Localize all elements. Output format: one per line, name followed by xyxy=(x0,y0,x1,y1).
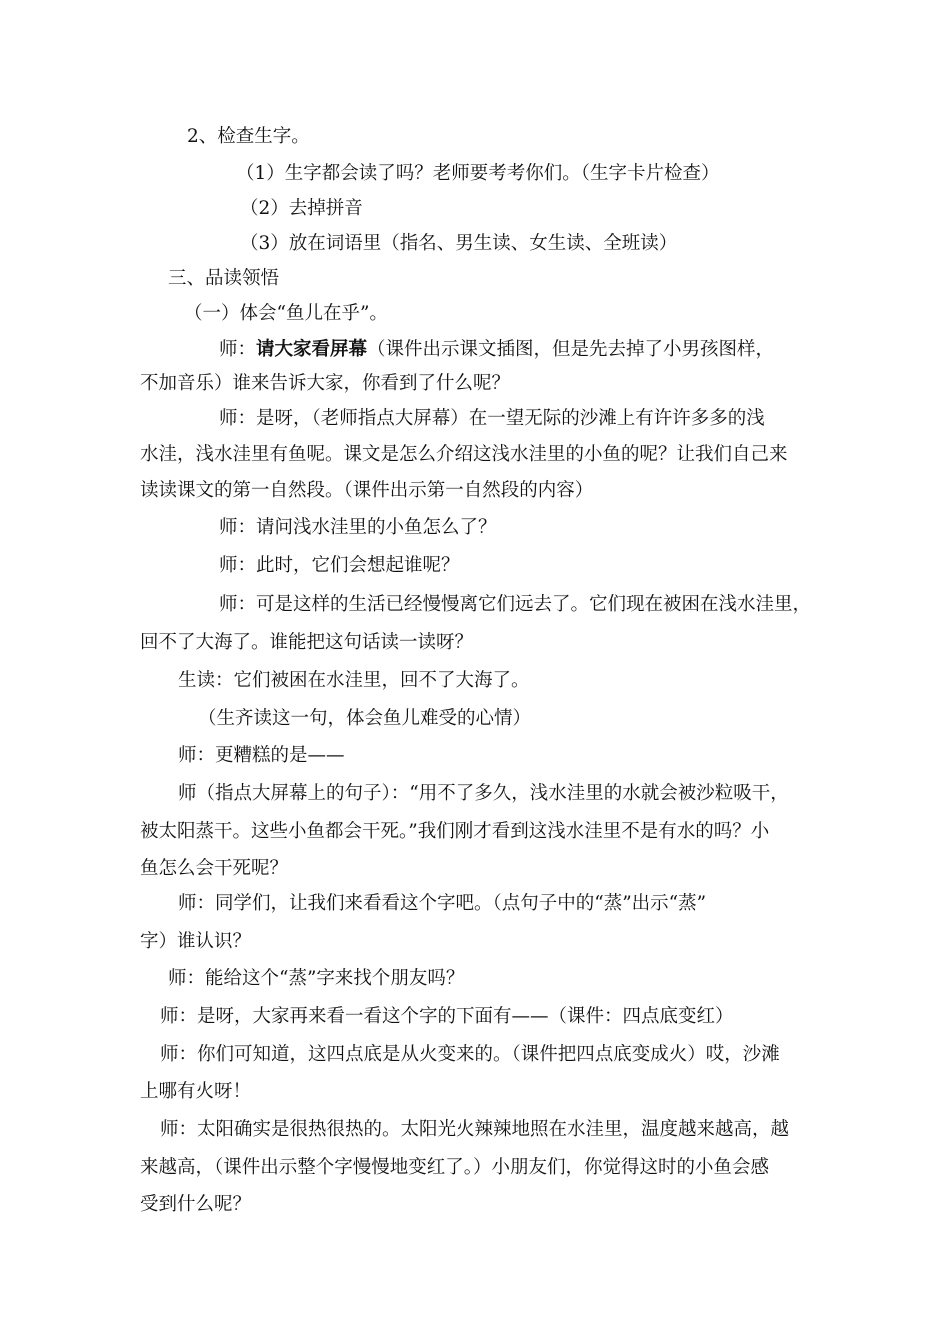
paragraph-line: 师：可是这样的生活已经慢慢离它们远去了。它们现在被困在浅水洼里， xyxy=(219,594,812,615)
paragraph-line: 师：太阳确实是很热很热的。太阳光火辣辣地照在水洼里，温度越来越高，越 xyxy=(160,1119,790,1140)
paragraph-line: 师：你们可知道，这四点底是从火变来的。（课件把四点底变成火）哎，沙滩 xyxy=(160,1044,780,1065)
paragraph-line: 师：是呀，（老师指点大屏幕）在一望无际的沙滩上有许许多多的浅 xyxy=(219,408,765,429)
paragraph-line: 读读课文的第一自然段。（课件出示第一自然段的内容） xyxy=(140,480,594,501)
heading-check-characters: 2、检查生字。 xyxy=(187,126,310,147)
paragraph-line: 师（指点大屏幕上的句子）：“用不了多久，浅水洼里的水就会被沙粒吸干， xyxy=(178,783,789,804)
bold-phrase: 请大家看屏幕 xyxy=(256,339,368,360)
paragraph-line: 师：同学们，让我们来看看这个字吧。（点句子中的“蒸”出示“蒸” xyxy=(178,893,707,914)
step-1: （1）生字都会读了吗？老师要考考你们。（生字卡片检查） xyxy=(236,163,720,184)
paragraph-line: 师：是呀，大家再来看一看这个字的下面有——（课件：四点底变红） xyxy=(160,1006,734,1027)
speaker-label: 师： xyxy=(219,339,257,360)
paragraph-line: （生齐读这一句，体会鱼儿难受的心情） xyxy=(198,708,532,729)
paragraph-line: 不加音乐）谁来告诉大家，你看到了什么呢？ xyxy=(140,373,511,394)
step-2: （2）去掉拼音 xyxy=(240,198,363,219)
paragraph-line xyxy=(219,337,774,363)
paragraph-line: 师：更糟糕的是—— xyxy=(178,745,345,766)
paragraph-line: 生读：它们被困在水洼里，回不了大海了。 xyxy=(178,670,530,691)
paragraph-line: 师：请问浅水洼里的小鱼怎么了？ xyxy=(219,517,497,538)
paragraph-line: 受到什么呢？ xyxy=(140,1194,252,1215)
paragraph-line: 师：此时，它们会想起谁呢？ xyxy=(219,555,460,576)
paragraph-line: 水洼，浅水洼里有鱼呢。课文是怎么介绍这浅水洼里的小鱼的呢？让我们自己来 xyxy=(140,444,788,465)
paragraph-line: 鱼怎么会干死呢？ xyxy=(140,858,289,879)
paragraph-line: 上哪有火呀！ xyxy=(140,1081,252,1102)
paragraph-line: 回不了大海了。谁能把这句话读一读呀？ xyxy=(140,632,474,653)
paragraph-line: 来越高，（课件出示整个字慢慢地变红了。）小朋友们，你觉得这时的小鱼会感 xyxy=(140,1157,770,1178)
paragraph-line: 师：能给这个“蒸”字来找个朋友吗？ xyxy=(168,968,465,989)
subsection-heading-1: （一）体会“鱼儿在乎”。 xyxy=(184,303,388,324)
section-heading-3: 三、品读领悟 xyxy=(168,268,280,289)
paragraph-line: 字）谁认识？ xyxy=(140,931,252,952)
step-3: （3）放在词语里（指名、男生读、女生读、全班读） xyxy=(240,233,678,254)
line-rest: （课件出示课文插图，但是先去掉了小男孩图样， xyxy=(367,339,775,360)
paragraph-line: 被太阳蒸干。这些小鱼都会干死。”我们刚才看到这浅水洼里不是有水的吗？小 xyxy=(140,821,770,842)
